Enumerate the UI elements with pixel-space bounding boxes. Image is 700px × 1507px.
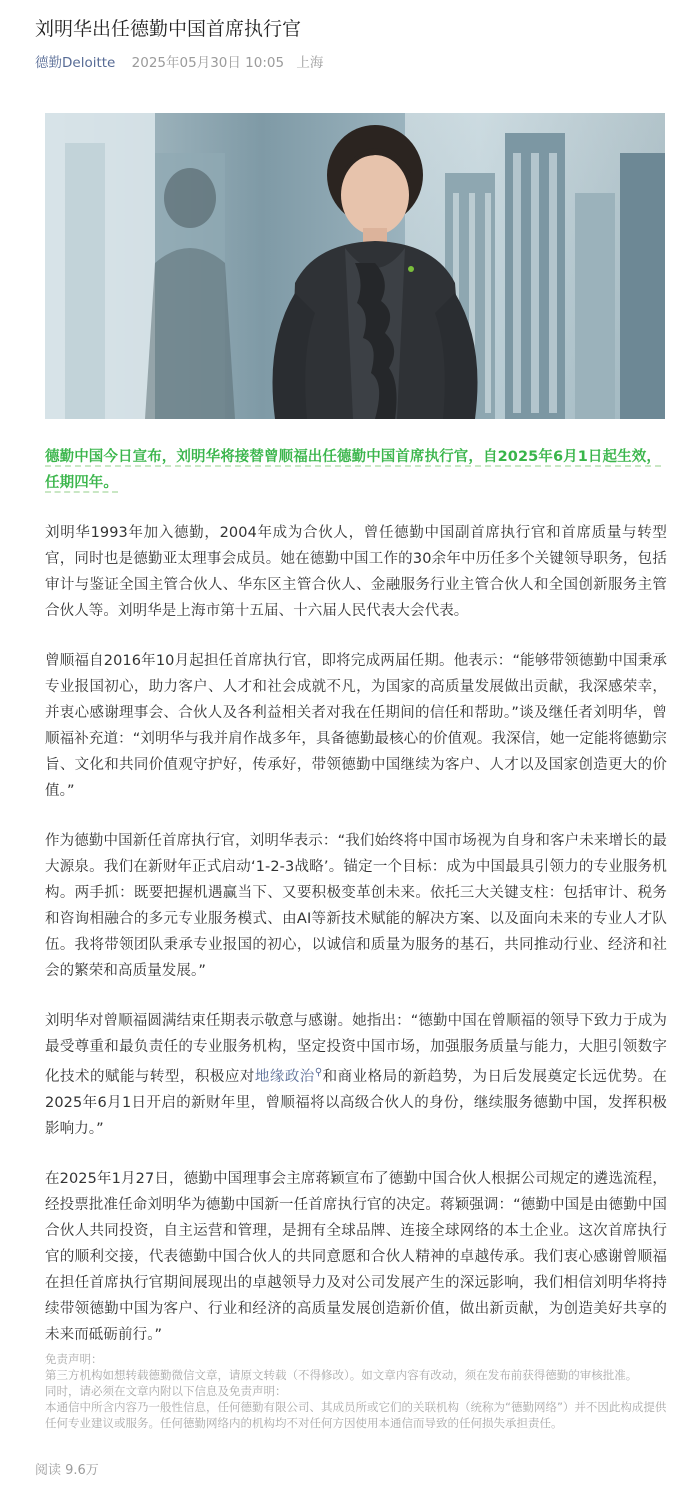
disclaimer-heading: 免责声明： xyxy=(45,1352,103,1366)
article-body xyxy=(45,444,667,1372)
disclaimer-line-2: 同时，请必须在文章内附以下信息及免责声明： xyxy=(45,1384,287,1398)
article-title: 刘明华出任德勤中国首席执行官 xyxy=(35,18,302,40)
author-link[interactable]: 德勤Deloitte xyxy=(35,55,116,71)
publish-location: 上海 xyxy=(296,55,324,71)
paragraph-4-end: 和商业格局的新趋势，为日后发展奠定长远优势。在2025年6月1日开启的新财年里，曾顺福将以高级合伙人的身份，继续服务德勤中国，发挥积极影响力。” xyxy=(45,1068,667,1137)
paragraph-5: 在2025年1月27日，德勤中国理事会主席蒋颖宣布了德勤中国合伙人根据公司规定的遴选流程，经投票批准任命刘明华为德勤中国新一任首席执行官的决定。蒋颖强调：“德勤中国是由德勤中国合伙人共同投资，自主运营和管理，是拥有全球品牌、连接全球网络的本土企业。这次首席执行官的顺利交接，代表德勤中国合伙人的共同意愿和合伙人精神的卓越传承。我们衷心感谢曾顺福在担任首席执行官期间展现出的卓越领导力及对公司发展产生的深远影响，我们相信刘明华将持续带领德勤中国为客户、行业和经济的高质量发展创造新价值，做出新贡献，为创造美好共享的未来而砥砺前行。” xyxy=(45,1170,667,1343)
publish-date: 2025年05月30日 10:05 xyxy=(131,55,285,71)
paragraph-3: 作为德勤中国新任首席执行官，刘明华表示：“我们始终将中国市场视为自身和客户未来增长的最大源泉。我们在新财年正式启动‘1-2-3战略’。锚定一个目标：成为中国最具引领力的专业服务机构。两手抓：既要把握机遇赢当下、又要积极变革创未来。依托三大关键支柱：包括审计、税务和咨询相融合的多元专业服务模式、由AI等新技术赋能的解决方案、以及面向未来的专业人才队伍。我将带领团队秉承专业报国的初心，以诚信和质量为服务的基石，共同推动行业、经济和社会的繁荣和高质量发展。” xyxy=(45,833,667,979)
lead-paragraph xyxy=(45,444,667,496)
paragraph-2: 曾顺福自2016年10月起担任首席执行官，即将完成两届任期。他表示：“能够带领德勤中国秉承专业报国初心，助力客户、人才和社会成就不凡，为国家的高质量发展做出贡献，我深感荣幸，并衷心感谢理事会、合伙人及各利益相关者对我在任期间的信任和帮助。”谈及继任者刘明华，曾顺福补充道：“刘明华与我并肩作战多年，具备德勤最核心的价值观。我深信，她一定能将德勤宗旨、文化和共同价值观守护好，传承好，带领德勤中国继续为客户、人才以及国家创造更大的价值。” xyxy=(45,653,667,799)
paragraph-4 xyxy=(45,1008,667,1142)
disclaimer-line-3: 本通信中所含内容乃一般性信息，任何德勤有限公司、其成员所或它们的关联机构（统称为“德勤网络”）并不因此构成提供任何专业建议或服务。任何德勤网络内的机构均不对任何方因使用本通信而导致的任何损失承担责任。 xyxy=(45,1400,667,1430)
disclaimer xyxy=(45,1351,667,1431)
disclaimer-line-1: 第三方机构如想转载德勤微信文章，请原文转载（不得修改）。如文章内容有改动，须在发布前获得德勤的审核批准。 xyxy=(45,1368,638,1382)
read-count: 阅读 9.6万 xyxy=(35,1463,99,1478)
paragraph-1: 刘明华1993年加入德勤，2004年成为合伙人，曾任德勤中国副首席执行官和首席质量与转型官，同时也是德勤亚太理事会成员。她在德勤中国工作的30余年中历任多个关键领导职务，包括审计与鉴证全国主管合伙人、华东区主管合伙人、金融服务行业主管合伙人和全国创新服务主管合伙人等。刘明华是上海市第十五届、十六届人民代表大会代表。 xyxy=(45,525,667,619)
article-photo xyxy=(45,113,665,419)
paragraph-4-start: 刘明华对曾顺福圆满结束任期表示敬意与感谢。她指出：“德勤中国在曾顺福的领导下致力于成为最受尊重和最负责任的专业服务机构，坚定投资中国市场，加强服务质量与能力，大胆引领数字化技术的赋能与转型，积极应对 xyxy=(45,1013,667,1085)
geopolitics-link[interactable]: 地缘政治 xyxy=(254,1068,315,1085)
article-meta xyxy=(35,52,323,74)
search-icon[interactable]: ⚲ xyxy=(314,1067,323,1078)
lead-text: 德勤中国今日宣布，刘明华将接替曾顺福出任德勤中国首席执行官，自2025年6月1日起生效，任期四年。 xyxy=(45,449,661,491)
